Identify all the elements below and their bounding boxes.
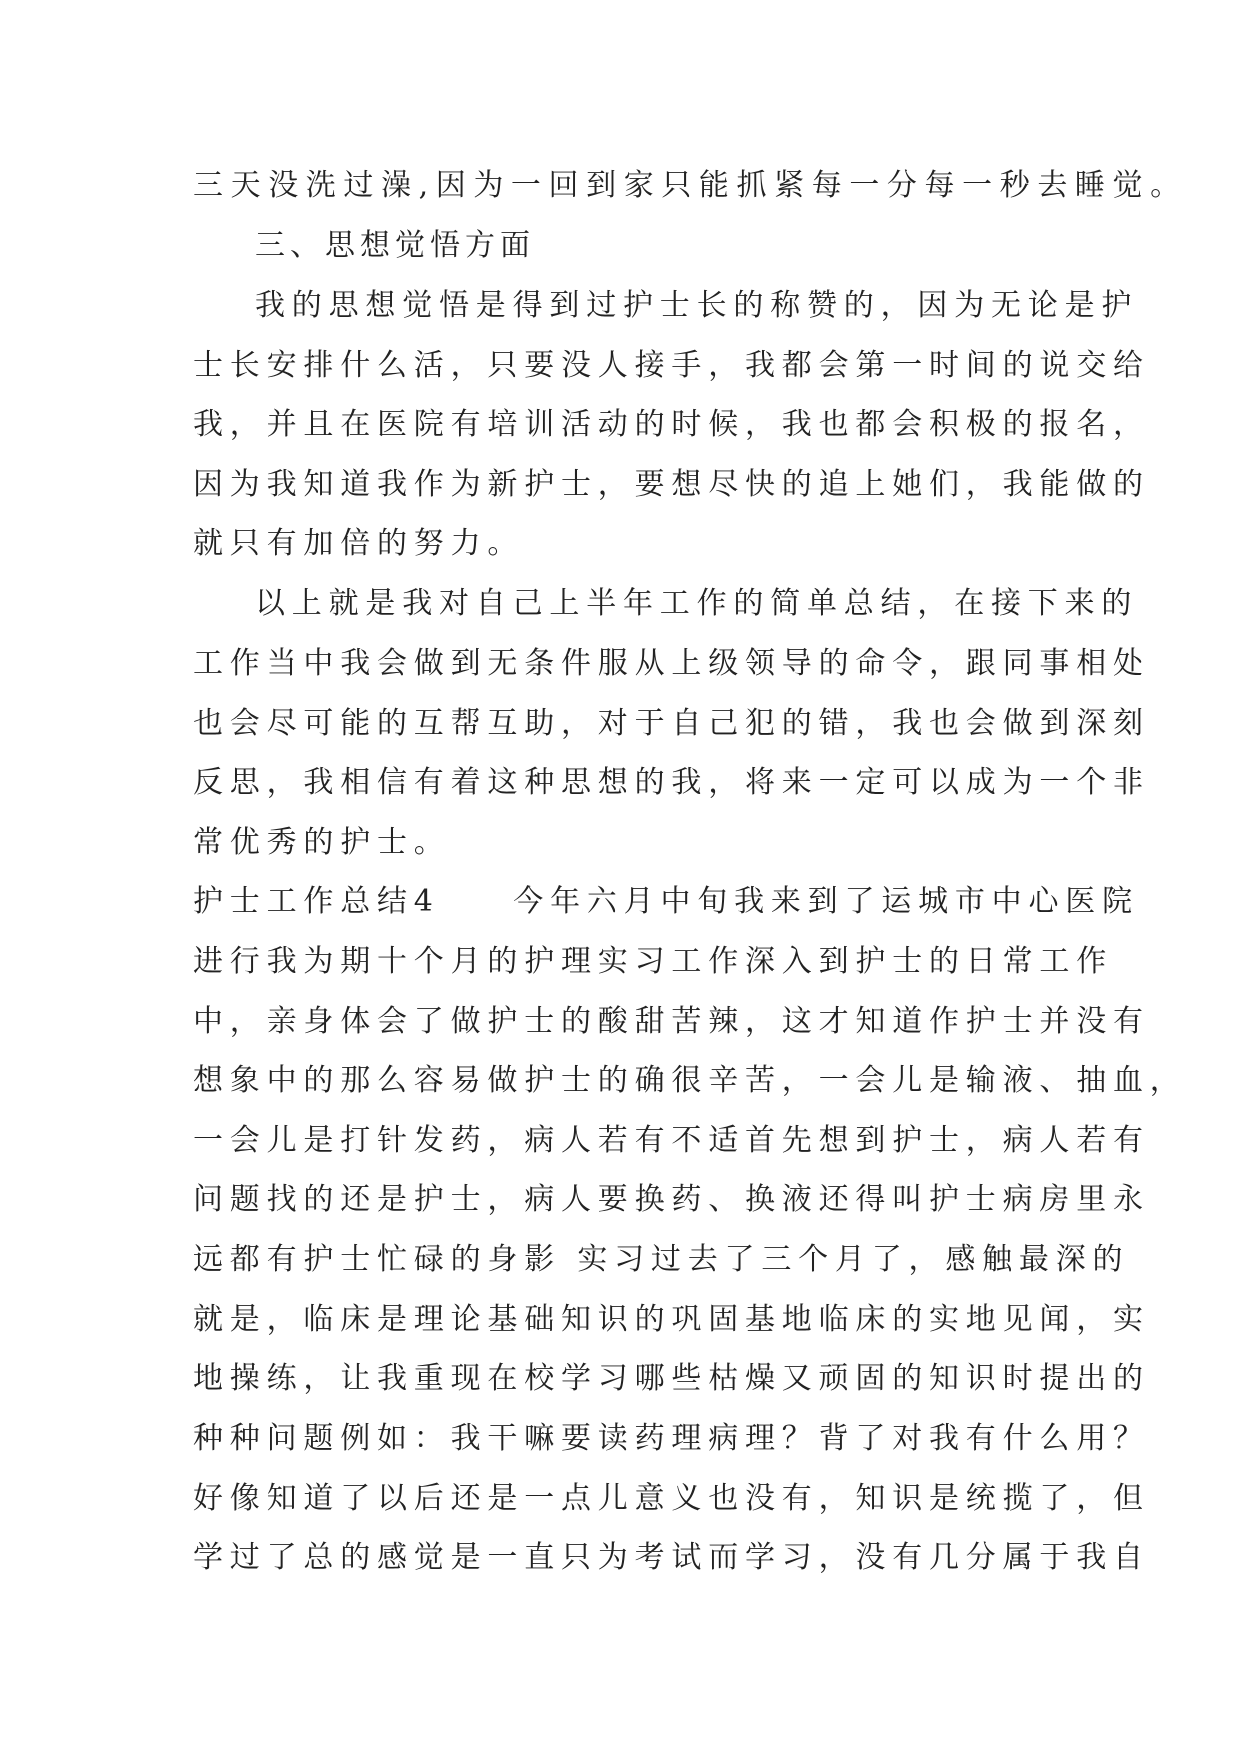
text-line: 我，并且在医院有培训活动的时候，我也都会积极的报名，: [193, 407, 1150, 442]
text-line: 学过了总的感觉是一直只为考试而学习，没有几分属于我自: [193, 1540, 1150, 1575]
text-line: 种种问题例如：我干嘛要读药理病理？背了对我有什么用？: [193, 1421, 1150, 1456]
section-heading: 三、思想觉悟方面: [255, 228, 535, 263]
text-line: 工作当中我会做到无条件服从上级领导的命令，跟同事相处: [193, 646, 1150, 681]
text-line: 远都有护士忙碌的身影 实习过去了三个月了，感触最深的: [193, 1242, 1130, 1277]
text-line: 士长安排什么活，只要没人接手，我都会第一时间的说交给: [193, 348, 1150, 383]
text-line: 地操练，让我重现在校学习哪些枯燥又顽固的知识时提出的: [193, 1361, 1150, 1396]
text-line: 问题找的还是护士，病人要换药、换液还得叫护士病房里永: [193, 1182, 1150, 1217]
text-line: 我的思想觉悟是得到过护士长的称赞的，因为无论是护: [255, 288, 1139, 323]
text-line: 想象中的那么容易做护士的确很辛苦，一会儿是输液、抽血，: [193, 1063, 1187, 1098]
text-line: 反思，我相信有着这种思想的我，将来一定可以成为一个非: [193, 765, 1150, 800]
text-line: 就只有加倍的努力。: [193, 526, 525, 561]
text-line: 以上就是我对自己上半年工作的简单总结，在接下来的: [255, 586, 1139, 621]
text-line: 也会尽可能的互帮互助，对于自己犯的错，我也会做到深刻: [193, 706, 1150, 741]
text-line: 就是，临床是理论基础知识的巩固基地临床的实地见闻，实: [193, 1302, 1150, 1337]
text-line: 进行我为期十个月的护理实习工作深入到护士的日常工作: [193, 944, 1113, 979]
text-line: 三天没洗过澡,因为一回到家只能抓紧每一分每一秒去睡觉。: [193, 168, 1188, 203]
text-line: 中，亲身体会了做护士的酸甜苦辣，这才知道作护士并没有: [193, 1004, 1150, 1039]
text-line: 一会儿是打针发药，病人若有不适首先想到护士，病人若有: [193, 1123, 1150, 1158]
text-line: 因为我知道我作为新护士，要想尽快的追上她们，我能做的: [193, 467, 1150, 502]
text-line: 常优秀的护士。: [193, 825, 451, 860]
text-line: 好像知道了以后还是一点儿意义也没有，知识是统揽了，但: [193, 1481, 1150, 1516]
summary-title-line: 护士工作总结4 今年六月中旬我来到了运城市中心医院: [193, 884, 1139, 919]
